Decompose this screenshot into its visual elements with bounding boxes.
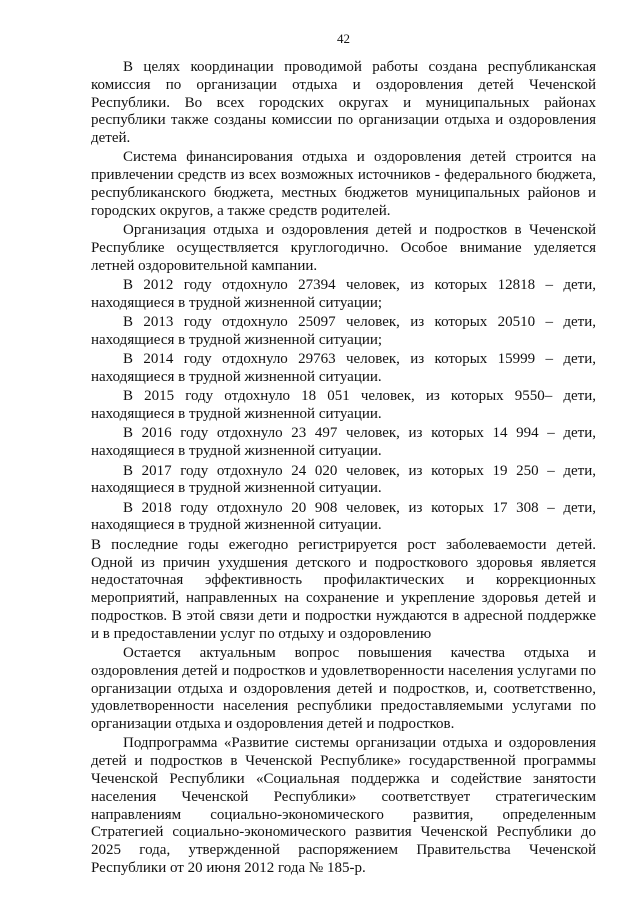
paragraph-year-2013: В 2013 году отдохнуло 25097 человек, из которых 20510 – дети, находящиеся в трудной жизненной ситуации; bbox=[91, 314, 596, 348]
paragraph-financing: Система финансирования отдыха и оздоровления детей строится на привлечении средств из всех возможных источников - федерального бюджета, республиканского бюджета, местных бюджетов муниципальных районов и городских округов, а также средств родителей. bbox=[91, 149, 596, 219]
page-number: 42 bbox=[337, 31, 350, 46]
paragraph-year-2014: В 2014 году отдохнуло 29763 человек, из которых 15999 – дети, находящиеся в трудной жизненной ситуации. bbox=[91, 351, 596, 386]
paragraph-year-2016: В 2016 году отдохнуло 23 497 человек, из которых 14 994 – дети, находящиеся в трудной жизненной ситуации. bbox=[91, 425, 596, 460]
paragraph-year-2012: В 2012 году отдохнуло 27394 человек, из которых 12818 – дети, находящиеся в трудной жизненной ситуации; bbox=[91, 277, 596, 311]
paragraph-year-2018: В 2018 году отдохнуло 20 908 человек, из которых 17 308 – дети, находящиеся в трудной жизненной ситуации. bbox=[91, 499, 596, 534]
paragraph-quality: Остается актуальным вопрос повышения качества отдыха и оздоровления детей и подростков и удовлетворенности населения услугами по организации отдыха и оздоровления детей и подростков, и, соответственно, удовлетворенности населения республики предоставляемыми услугами по организации отдыха и оздоровления детей и подростков. bbox=[91, 645, 596, 733]
paragraph-year-2017: В 2017 году отдохнуло 24 020 человек, из которых 19 250 – дети, находящиеся в трудной жизненной ситуации. bbox=[91, 462, 596, 497]
paragraph-commission: В целях координации проводимой работы создана республиканская комиссия по организации отдыха и оздоровления детей Чеченской Республики. Во всех городских округах и муниципальных районах республики также созданы комиссии по организации отдыха и оздоровления детей. bbox=[91, 59, 596, 147]
paragraph-morbidity: В последние годы ежегодно регистрируется рост заболеваемости детей. Одной из причин ухудшения детского и подросткового здоровья является недостаточная эффективность профилактических и коррекционных мероприятий, направленных на сохранение и укрепление здоровья детей и подростков. В этой связи дети и подростки нуждаются в адресной поддержке и в предоставлении услуг по отдыху и оздоровлению bbox=[91, 536, 596, 642]
paragraph-year-2015: В 2015 году отдохнуло 18 051 человек, из которых 9550– дети, находящиеся в трудной жизненной ситуации. bbox=[91, 388, 596, 423]
paragraph-subprogram: Подпрограмма «Развитие системы организации отдыха и оздоровления детей и подростков в Чеченской Республике» государственной программы Чеченской Республики «Социальная поддержка и содействие занятости населения Чеченской Республики» соответствует стратегическим направлениям социально-экономического развития, определенным Стратегией социально-экономического развития Чеченской Республики до 2025 года, утвержденной распоряжением Правительства Чеченской Республики от 20 июня 2012 года № 185-р. bbox=[91, 735, 596, 877]
paragraph-organization: Организация отдыха и оздоровления детей и подростков в Чеченской Республике осуществляется круглогодично. Особое внимание уделяется летней оздоровительной кампании. bbox=[91, 222, 596, 274]
